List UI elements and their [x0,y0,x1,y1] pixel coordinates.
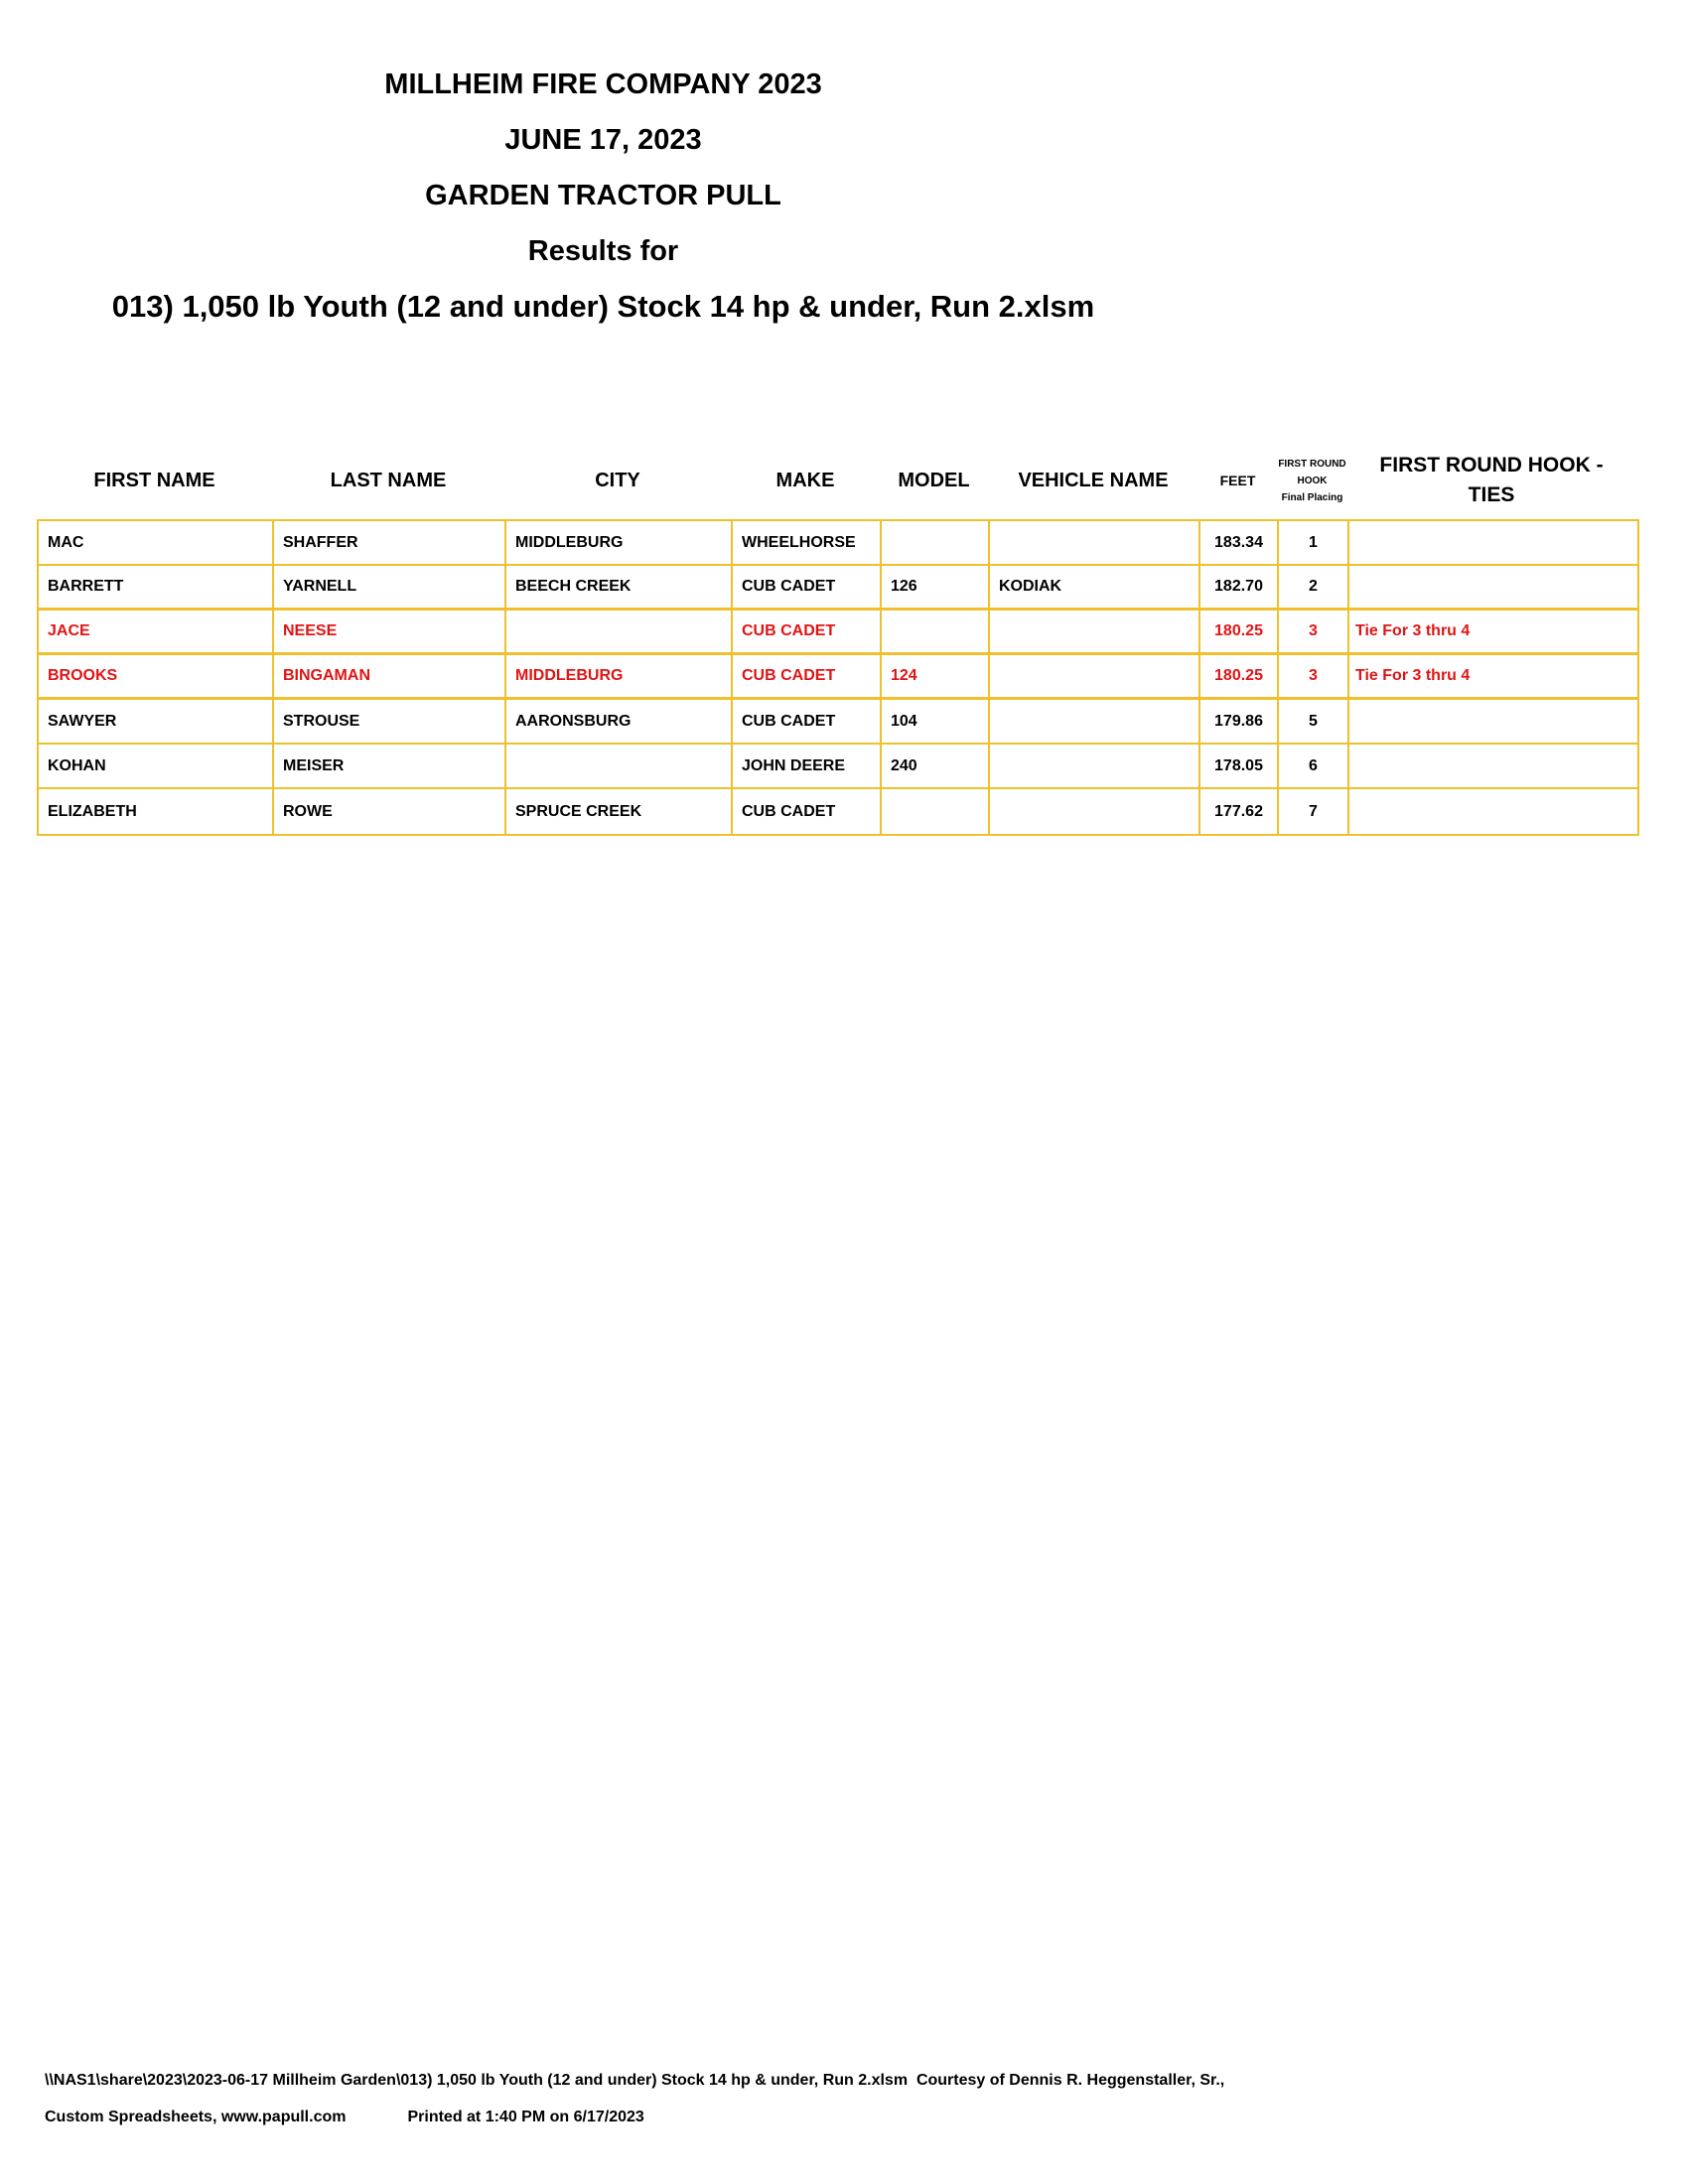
col-header-vehicle-name: VEHICLE NAME [1018,470,1169,491]
col-header-last-name: LAST NAME [330,470,447,491]
cell-vehicle-name [990,655,1200,697]
title-company: MILLHEIM FIRE COMPANY 2023 [384,68,822,100]
cell-last-name: MEISER [274,745,506,787]
cell-placing: 3 [1279,611,1349,652]
cell-city: AARONSBURG [506,700,733,743]
cell-last-name: SHAFFER [274,521,506,564]
cell-placing: 5 [1279,700,1349,743]
cell-first-name: ELIZABETH [39,789,274,834]
cell-ties [1349,745,1637,787]
cell-vehicle-name [990,700,1200,743]
col-header-ties-line1: FIRST ROUND HOOK - [1379,454,1604,477]
cell-placing: 7 [1279,789,1349,834]
table-row [39,745,1637,789]
cell-vehicle-name [990,521,1200,564]
cell-first-name: JACE [39,611,274,652]
cell-feet: 178.05 [1200,745,1279,787]
table-row [39,700,1637,745]
title-event: GARDEN TRACTOR PULL [425,180,781,211]
cell-last-name: BINGAMAN [274,655,506,697]
title-date: JUNE 17, 2023 [504,124,702,156]
cell-city: MIDDLEBURG [506,655,733,697]
cell-feet: 182.70 [1200,566,1279,608]
cell-first-name: BROOKS [39,655,274,697]
cell-ties [1349,566,1637,608]
cell-model [882,521,990,564]
cell-vehicle-name [990,611,1200,652]
cell-city [506,611,733,652]
cell-feet: 179.86 [1200,700,1279,743]
col-header-ties [1347,442,1635,519]
cell-last-name: STROUSE [274,700,506,743]
footer-credit-line [45,2108,1224,2127]
cell-first-name: BARRETT [39,566,274,608]
cell-feet: 180.25 [1200,655,1279,697]
cell-first-name: MAC [39,521,274,564]
title-results-for: Results for [527,235,679,267]
cell-model: 104 [882,700,990,743]
cell-make: WHEELHORSE [733,521,882,564]
col-header-city: CITY [595,470,640,491]
cell-vehicle-name: KODIAK [990,566,1200,608]
table-row [39,611,1637,655]
col-header-feet: FEET [1219,473,1256,488]
cell-make: CUB CADET [733,611,882,652]
cell-feet: 180.25 [1200,611,1279,652]
cell-model [882,789,990,834]
cell-last-name: YARNELL [274,566,506,608]
col-header-hook-line1: FIRST ROUND [1278,458,1346,470]
cell-feet: 183.34 [1200,521,1279,564]
cell-city [506,745,733,787]
cell-last-name: ROWE [274,789,506,834]
cell-first-name: SAWYER [39,700,274,743]
footer-printed-at: Printed at 1:40 PM on 6/17/2023 [407,2109,644,2125]
table-row [39,521,1637,566]
table-header-row [37,442,1635,519]
cell-ties: Tie For 3 thru 4 [1355,667,1471,684]
title-block [0,57,1206,335]
cell-model [882,611,990,652]
footer-file-path-line: \\NAS1\share\2023\2023-06-17 Millheim Garden\013) 1,050 lb Youth (12 and under) Stock 14 hp & under, Run 2.xlsm Courtesy of Dennis R. Heggenstaller, Sr., [45,2072,1225,2089]
cell-placing: 3 [1279,655,1349,697]
cell-placing: 2 [1279,566,1349,608]
cell-feet: 177.62 [1200,789,1279,834]
cell-vehicle-name [990,789,1200,834]
col-header-hook-line2: HOOK [1297,475,1328,486]
cell-placing: 1 [1279,521,1349,564]
cell-placing: 6 [1279,745,1349,787]
cell-model: 124 [882,655,990,697]
cell-ties [1349,521,1637,564]
col-header-ties-line2: TIES [1468,483,1515,506]
cell-make: CUB CADET [733,700,882,743]
results-table [37,519,1639,836]
title-class-file: 013) 1,050 lb Youth (12 and under) Stock 14 hp & under, Run 2.xlsm [111,289,1095,324]
cell-ties [1349,700,1637,743]
cell-last-name: NEESE [274,611,506,652]
table-row [39,655,1637,700]
col-header-hook-line3: Final Placing [1281,491,1343,503]
cell-first-name: KOHAN [39,745,274,787]
cell-model: 126 [882,566,990,608]
page-footer [45,2071,1224,2127]
col-header-model: MODEL [898,470,970,491]
footer-custom-spreadsheets: Custom Spreadsheets, www.papull.com [45,2109,347,2125]
cell-make: JOHN DEERE [733,745,882,787]
cell-make: CUB CADET [733,566,882,608]
cell-make: CUB CADET [733,655,882,697]
cell-ties: Tie For 3 thru 4 [1355,622,1471,639]
cell-city: BEECH CREEK [506,566,733,608]
cell-ties [1349,789,1637,834]
col-header-first-round-hook [1277,442,1347,519]
table-row [39,566,1637,611]
cell-model: 240 [882,745,990,787]
cell-vehicle-name [990,745,1200,787]
col-header-make: MAKE [775,470,835,491]
cell-make: CUB CADET [733,789,882,834]
table-row [39,789,1637,834]
cell-city: MIDDLEBURG [506,521,733,564]
cell-city: SPRUCE CREEK [506,789,733,834]
col-header-first-name: FIRST NAME [93,470,215,491]
